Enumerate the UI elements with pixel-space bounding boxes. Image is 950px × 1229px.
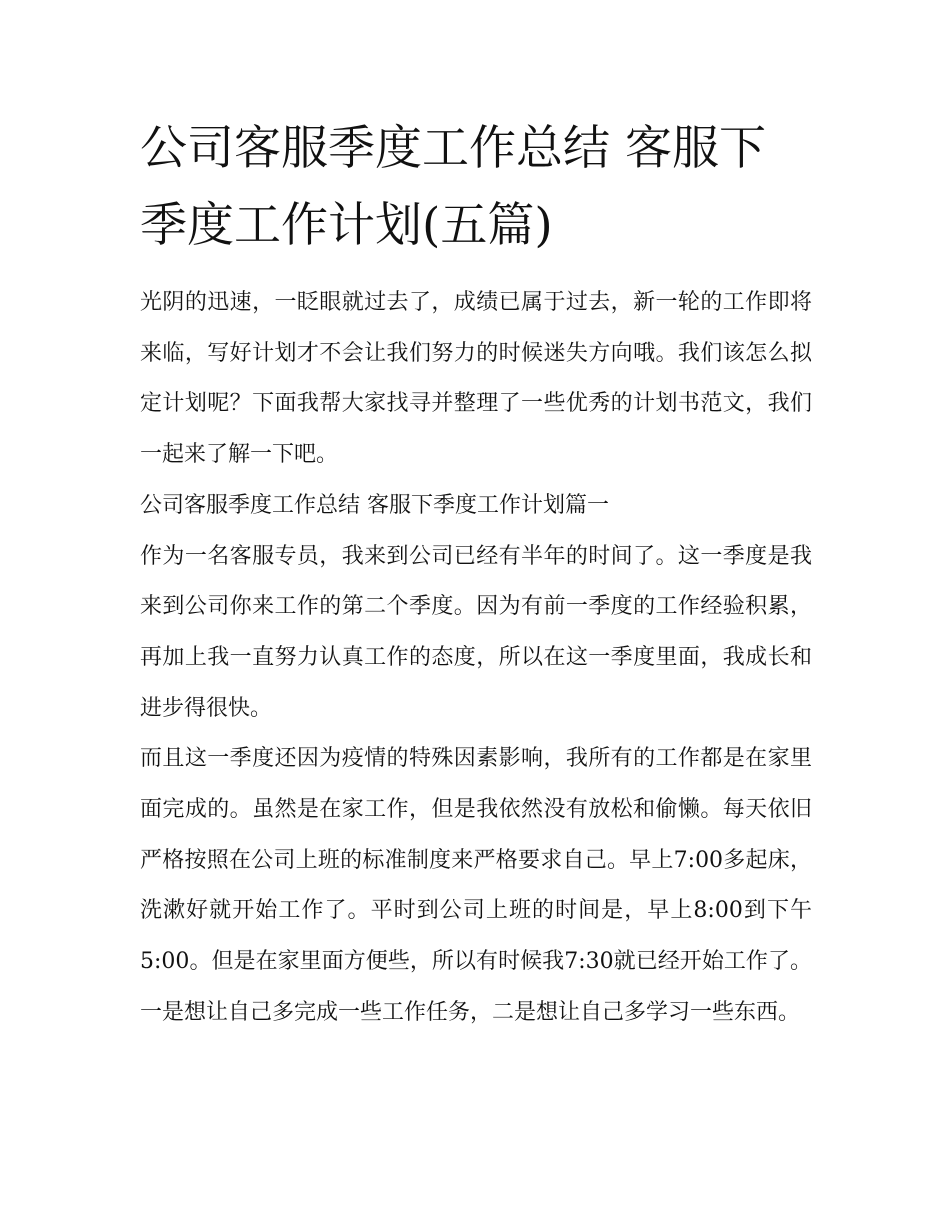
section-heading: 公司客服季度工作总结 客服下季度工作计划篇一 (140, 492, 609, 518)
body-paragraph: 作为一名客服专员，我来到公司已经有半年的时间了。这一季度是我来到公司你来工作的第二个季度。因为有前一季度的工作经验积累，再加上我一直努力认真工作的态度，所以在这一季度里面，我成长和进步得很快。 (140, 543, 812, 721)
document-page (140, 110, 812, 1039)
intro-paragraph: 光阴的迅速，一眨眼就过去了，成绩已属于过去，新一轮的工作即将来临，写好计划才不会让我们努力的时候迷失方向哦。我们该怎么拟定计划呢？下面我帮大家找寻并整理了一些优秀的计划书范文，我们一起来了解一下吧。 (140, 290, 812, 468)
document-title: 公司客服季度工作总结 客服下季度工作计划(五篇) (140, 121, 766, 253)
body-paragraph: 而且这一季度还因为疫情的特殊因素影响，我所有的工作都是在家里面完成的。虽然是在家工作，但是我依然没有放松和偷懒。每天依旧严格按照在公司上班的标准制度来严格要求自己。早上7:00多起床，洗漱好就开始工作了。平时到公司上班的时间是，早上8:00到下午5:00。但是在家里面方便些，所以有时候我7:30就已经开始工作了。一是想让自己多完成一些工作任务，二是想让自己多学习一些东西。 (140, 746, 812, 1025)
document-body (140, 278, 812, 1039)
